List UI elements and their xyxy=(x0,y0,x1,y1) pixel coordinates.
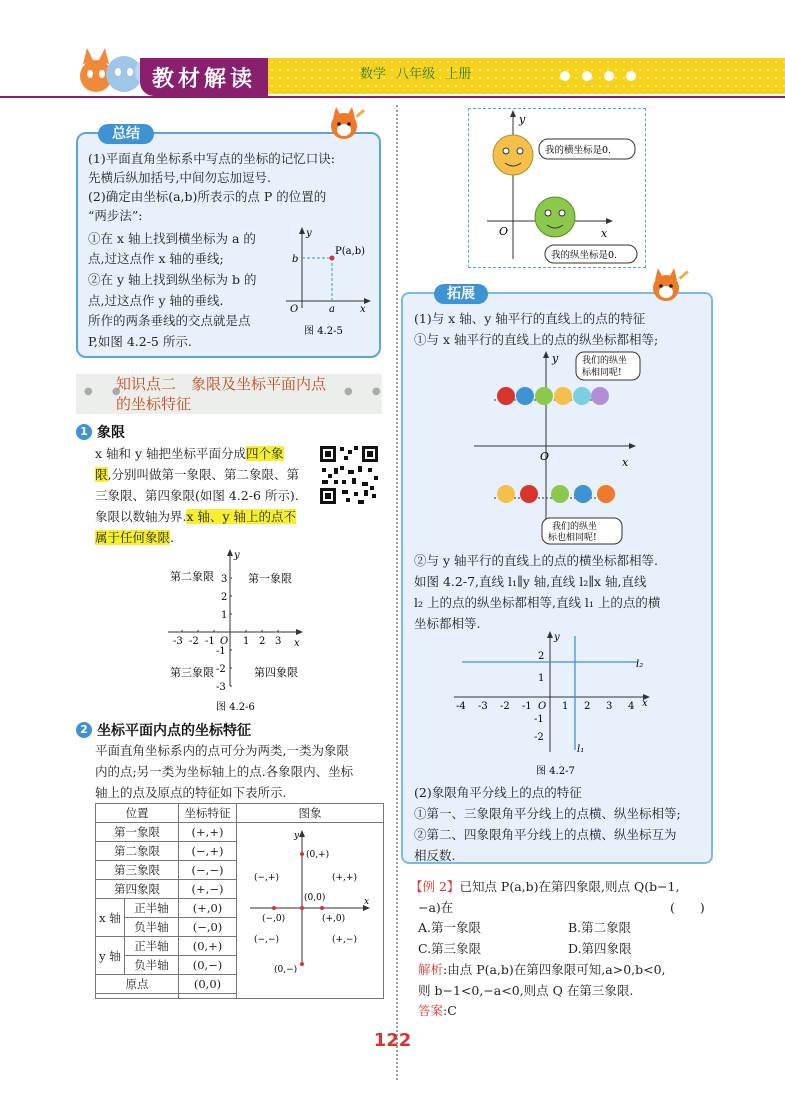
quadrant-2-label: 第二象限 xyxy=(170,570,214,583)
page-number: 122 xyxy=(373,1030,412,1051)
fig426-x-tick: 1 xyxy=(243,636,250,647)
summary-tag: 总结 xyxy=(98,124,154,144)
summary-line: ②在 y 轴上找到纵坐标为 b 的 xyxy=(88,272,257,287)
pt-y-pos: (0,+) xyxy=(306,850,330,860)
quadrant-4-label: 第四象限 xyxy=(254,666,298,679)
section-title-quadrant: 象限 xyxy=(97,425,125,441)
fig426-y-tick: 2 xyxy=(221,592,228,603)
header-underline xyxy=(0,96,785,98)
extension-tag: 拓展 xyxy=(434,284,488,304)
section1-line: 限,分别叫做第一象限、第二象限、第 xyxy=(95,467,299,482)
fig426-y-tick: -1 xyxy=(216,646,226,657)
banner-dots-left: ● ● xyxy=(84,386,129,397)
summary-line: 先横后纵加括号,中间勿忘加逗号. xyxy=(88,170,271,185)
fig426-x-tick: 3 xyxy=(275,636,282,647)
figure-4-2-7 xyxy=(450,628,660,780)
pt-q4: (+,−) xyxy=(332,935,357,945)
table-fig-y-label: y xyxy=(294,831,300,841)
fig426-y-tick: -2 xyxy=(216,664,226,675)
fig427-x-label: x xyxy=(642,698,648,709)
fox-mascot-icon xyxy=(322,106,366,142)
summary-line: (1)平面直角坐标系中写点的坐标的记忆口诀: xyxy=(88,151,335,166)
example-question: 【例 2】已知点 P(a,b)在第四象限,则点 Q(b−1, xyxy=(410,879,680,894)
summary-line: 点,过这点作 x 轴的垂线; xyxy=(88,251,224,266)
knowledge-point-line1: 知识点二 象限及坐标平面内点 xyxy=(116,375,327,393)
header-bar xyxy=(0,0,785,100)
section1-line: 象限以数轴为界.x 轴、y 轴上的点不 xyxy=(95,509,297,524)
fig427-l1-label: l₁ xyxy=(577,744,585,755)
figure-4-2-6 xyxy=(160,548,320,718)
fig426-caption: 图 4.2-6 xyxy=(216,702,255,713)
coordinate-feature-table xyxy=(95,803,384,999)
fig427-x-tick: -3 xyxy=(478,701,488,712)
header-subject: 数学 xyxy=(360,67,387,82)
knowledge-point-line2: 的坐标特征 xyxy=(116,395,192,413)
section1-line: 三象限、第四象限(如图 4.2-6 所示). xyxy=(95,488,299,503)
pt-y-neg: (0,−) xyxy=(274,965,298,975)
fig427-y-label: y xyxy=(554,632,560,643)
extension-line: 如图 4.2-7,直线 l₁∥y 轴,直线 l₂∥x 轴,直线 xyxy=(414,574,647,589)
extension-line: 相反数. xyxy=(414,848,456,863)
fig426-x-tick: -2 xyxy=(189,636,199,647)
table-row: 负半轴 (−,0) xyxy=(96,918,384,937)
fig425-p-label: P(a,b) xyxy=(335,246,366,257)
ext-x-label: x xyxy=(622,456,629,469)
fig426-x-label: x xyxy=(294,638,300,649)
extension-line: (2)象限角平分线上的点的特征 xyxy=(414,785,582,800)
extension-line: l₂ 上的点的纵坐标都相等,直线 l₁ 上的点的横 xyxy=(414,595,661,610)
quadrant-3-label: 第三象限 xyxy=(170,666,214,679)
fox-mascot-icon xyxy=(642,266,690,304)
section2-line: 内的点;另一类为坐标轴上的点.各象限内、坐标 xyxy=(95,764,354,779)
answer-line: 答案:C xyxy=(418,1003,457,1018)
pt-q1: (+,+) xyxy=(332,873,357,883)
fig427-x-tick: 3 xyxy=(606,701,613,712)
fig427-x-tick: 4 xyxy=(628,701,635,712)
pt-x-neg: (−,0) xyxy=(262,914,286,924)
cartoon-y-label: y xyxy=(519,113,526,126)
table-row: 第四象限 (+,−) xyxy=(96,880,384,899)
summary-line: 点,过这点作 y 轴的垂线. xyxy=(88,293,224,308)
answer-blank: ( ) xyxy=(670,900,705,915)
fig427-x-tick: -2 xyxy=(500,701,510,712)
table-fig-x-label: x xyxy=(364,897,370,907)
summary-line: ①在 x 轴上找到横坐标为 a 的 xyxy=(88,231,256,246)
fig425-x-label: x xyxy=(360,304,366,315)
fig427-y-tick: 1 xyxy=(538,673,545,684)
ext-y-label: y xyxy=(552,352,559,365)
pt-q2: (−,+) xyxy=(254,873,279,883)
fig427-y-tick: 2 xyxy=(538,651,545,662)
header-dot xyxy=(604,71,614,81)
table-row: 原点 (0,0) xyxy=(96,975,384,994)
section-number-2: 2 xyxy=(76,722,92,738)
column-divider xyxy=(396,105,398,1080)
header-dot xyxy=(626,71,636,81)
fig425-a-label: a xyxy=(329,304,335,315)
extension-line: 坐标都相等. xyxy=(414,616,481,631)
banner-dots-right: ● ● xyxy=(344,386,389,397)
extension-line: ②与 y 轴平行的直线上的点的横坐标都相等. xyxy=(414,553,658,568)
section2-line: 轴上的点及原点的特征如下表所示. xyxy=(95,785,287,800)
section1-line: x 轴和 y 轴把坐标平面分成四个象 xyxy=(95,446,284,461)
fig427-x-tick: 1 xyxy=(562,701,569,712)
fig426-x-tick: -3 xyxy=(173,636,183,647)
header-strip xyxy=(268,58,785,94)
fig425-caption: 图 4.2-5 xyxy=(304,326,343,337)
fig425-b-label: b xyxy=(292,254,299,265)
option-a: A.第一象限 xyxy=(418,920,482,935)
option-c: C.第三象限 xyxy=(418,941,482,956)
example-question-cont: −a)在 xyxy=(418,900,454,915)
pt-q3: (−,−) xyxy=(254,935,279,945)
summary-line: (2)确定由坐标(a,b)所表示的点 P 的位置的 xyxy=(88,189,327,204)
fig426-y-tick: 3 xyxy=(221,574,228,585)
cartoon-coordinate-figure xyxy=(468,108,646,268)
table-header: 图象 xyxy=(237,804,384,823)
fig425-y-label: y xyxy=(306,228,312,239)
option-d: D.第四象限 xyxy=(568,941,632,956)
fig426-y-tick: -3 xyxy=(216,682,226,693)
cartoon-x-label: x xyxy=(601,227,608,240)
ext-bubble-bottom-1: 我们的纵坐 xyxy=(552,522,598,532)
section2-line: 平面直角坐标系内的点可分为两类,一类为象限 xyxy=(95,743,349,758)
fig425-origin-label: O xyxy=(290,304,299,315)
extension-line: ①第一、三象限角平分线上的点横、纵坐标相等; xyxy=(414,806,681,821)
answer-label: 答案 xyxy=(418,1003,444,1018)
fig427-l2-label: l₂ xyxy=(636,659,644,670)
section-number-1: 1 xyxy=(76,424,92,440)
table-row: y 轴 正半轴 (0,+) xyxy=(96,937,384,956)
example-tag: 【例 2】 xyxy=(410,879,460,894)
fig427-x-tick: 2 xyxy=(584,701,591,712)
table-header: 位置 xyxy=(96,804,179,823)
ext-bubble-top-1: 我们的纵坐 xyxy=(582,356,628,366)
header-grade: 八年级 xyxy=(396,67,436,82)
summary-line: 所作的两条垂线的交点就是点 xyxy=(88,313,251,328)
header-title: 教材解读 xyxy=(140,58,268,96)
cartoon-bubble-1: 我的横坐标是0. xyxy=(545,145,612,156)
table-figure xyxy=(240,824,380,994)
fig426-y-label: y xyxy=(234,550,240,561)
table-header: 坐标特征 xyxy=(179,804,237,823)
table-row: 第一象限 (+,+) y x (0,+) (0,−) (+,0) (−,0) (0,0) (+,+) (−,+) (−,−) (+,−) xyxy=(96,823,384,842)
summary-line: “两步法”: xyxy=(88,208,143,223)
fig426-x-tick: -1 xyxy=(205,636,215,647)
fig427-x-tick: -4 xyxy=(456,701,466,712)
parallel-lines-cartoon xyxy=(470,350,642,546)
fig427-caption: 图 4.2-7 xyxy=(536,766,575,777)
fig426-y-tick: 1 xyxy=(221,610,228,621)
ext-bubble-top-2: 标相同呢! xyxy=(582,368,622,378)
ext-origin-label: O xyxy=(540,450,550,463)
knowledge-point-title xyxy=(116,374,326,414)
pt-x-pos: (+,0) xyxy=(322,914,346,924)
table-row: 第三象限 (−,−) xyxy=(96,861,384,880)
analysis-line: 解析:由点 P(a,b)在第四象限可知,a>0,b<0, xyxy=(418,962,666,977)
fig426-origin-label: O xyxy=(220,636,229,647)
pt-origin: (0,0) xyxy=(304,893,326,903)
option-b: B.第二象限 xyxy=(568,920,632,935)
section1-line: 属于任何象限. xyxy=(95,530,174,545)
cartoon-bubble-2: 我的纵坐标是0. xyxy=(551,250,618,261)
fig427-y-tick: -2 xyxy=(534,732,544,743)
fig426-x-tick: 2 xyxy=(259,636,266,647)
summary-line: P,如图 4.2-5 所示. xyxy=(88,334,192,349)
analysis-line: 则 b−1<0,−a<0,则点 Q 在第三象限. xyxy=(418,983,634,998)
table-row: 负半轴 (0,−) xyxy=(96,956,384,975)
cartoon-origin-label: O xyxy=(499,225,509,238)
extension-line: ②第二、四象限角平分线上的点横、纵坐标互为 xyxy=(414,827,677,842)
header-dot xyxy=(582,71,592,81)
table-row: x 轴 正半轴 (+,0) xyxy=(96,899,384,918)
header-dot xyxy=(560,71,570,81)
analysis-label: 解析 xyxy=(418,962,444,977)
figure-4-2-5 xyxy=(282,226,374,344)
qr-code-icon[interactable] xyxy=(318,444,380,506)
fig427-x-tick: -1 xyxy=(522,701,532,712)
header-subtitle xyxy=(360,63,471,82)
fig427-y-tick: -1 xyxy=(534,714,544,725)
cartoon-animals-logo xyxy=(78,44,146,98)
quadrant-1-label: 第一象限 xyxy=(248,572,292,585)
section-title-features: 坐标平面内点的坐标特征 xyxy=(97,723,251,739)
extension-line: (1)与 x 轴、y 轴平行的直线上的点的特征 xyxy=(414,311,646,326)
ext-bubble-bottom-2: 标也相同呢! xyxy=(548,533,597,543)
table-row: 第二象限 (−,+) xyxy=(96,842,384,861)
extension-line: ①与 x 轴平行的直线上的点的纵坐标都相等; xyxy=(414,332,659,347)
header-volume: 上册 xyxy=(445,67,472,82)
fig427-origin-label: O xyxy=(538,701,547,712)
